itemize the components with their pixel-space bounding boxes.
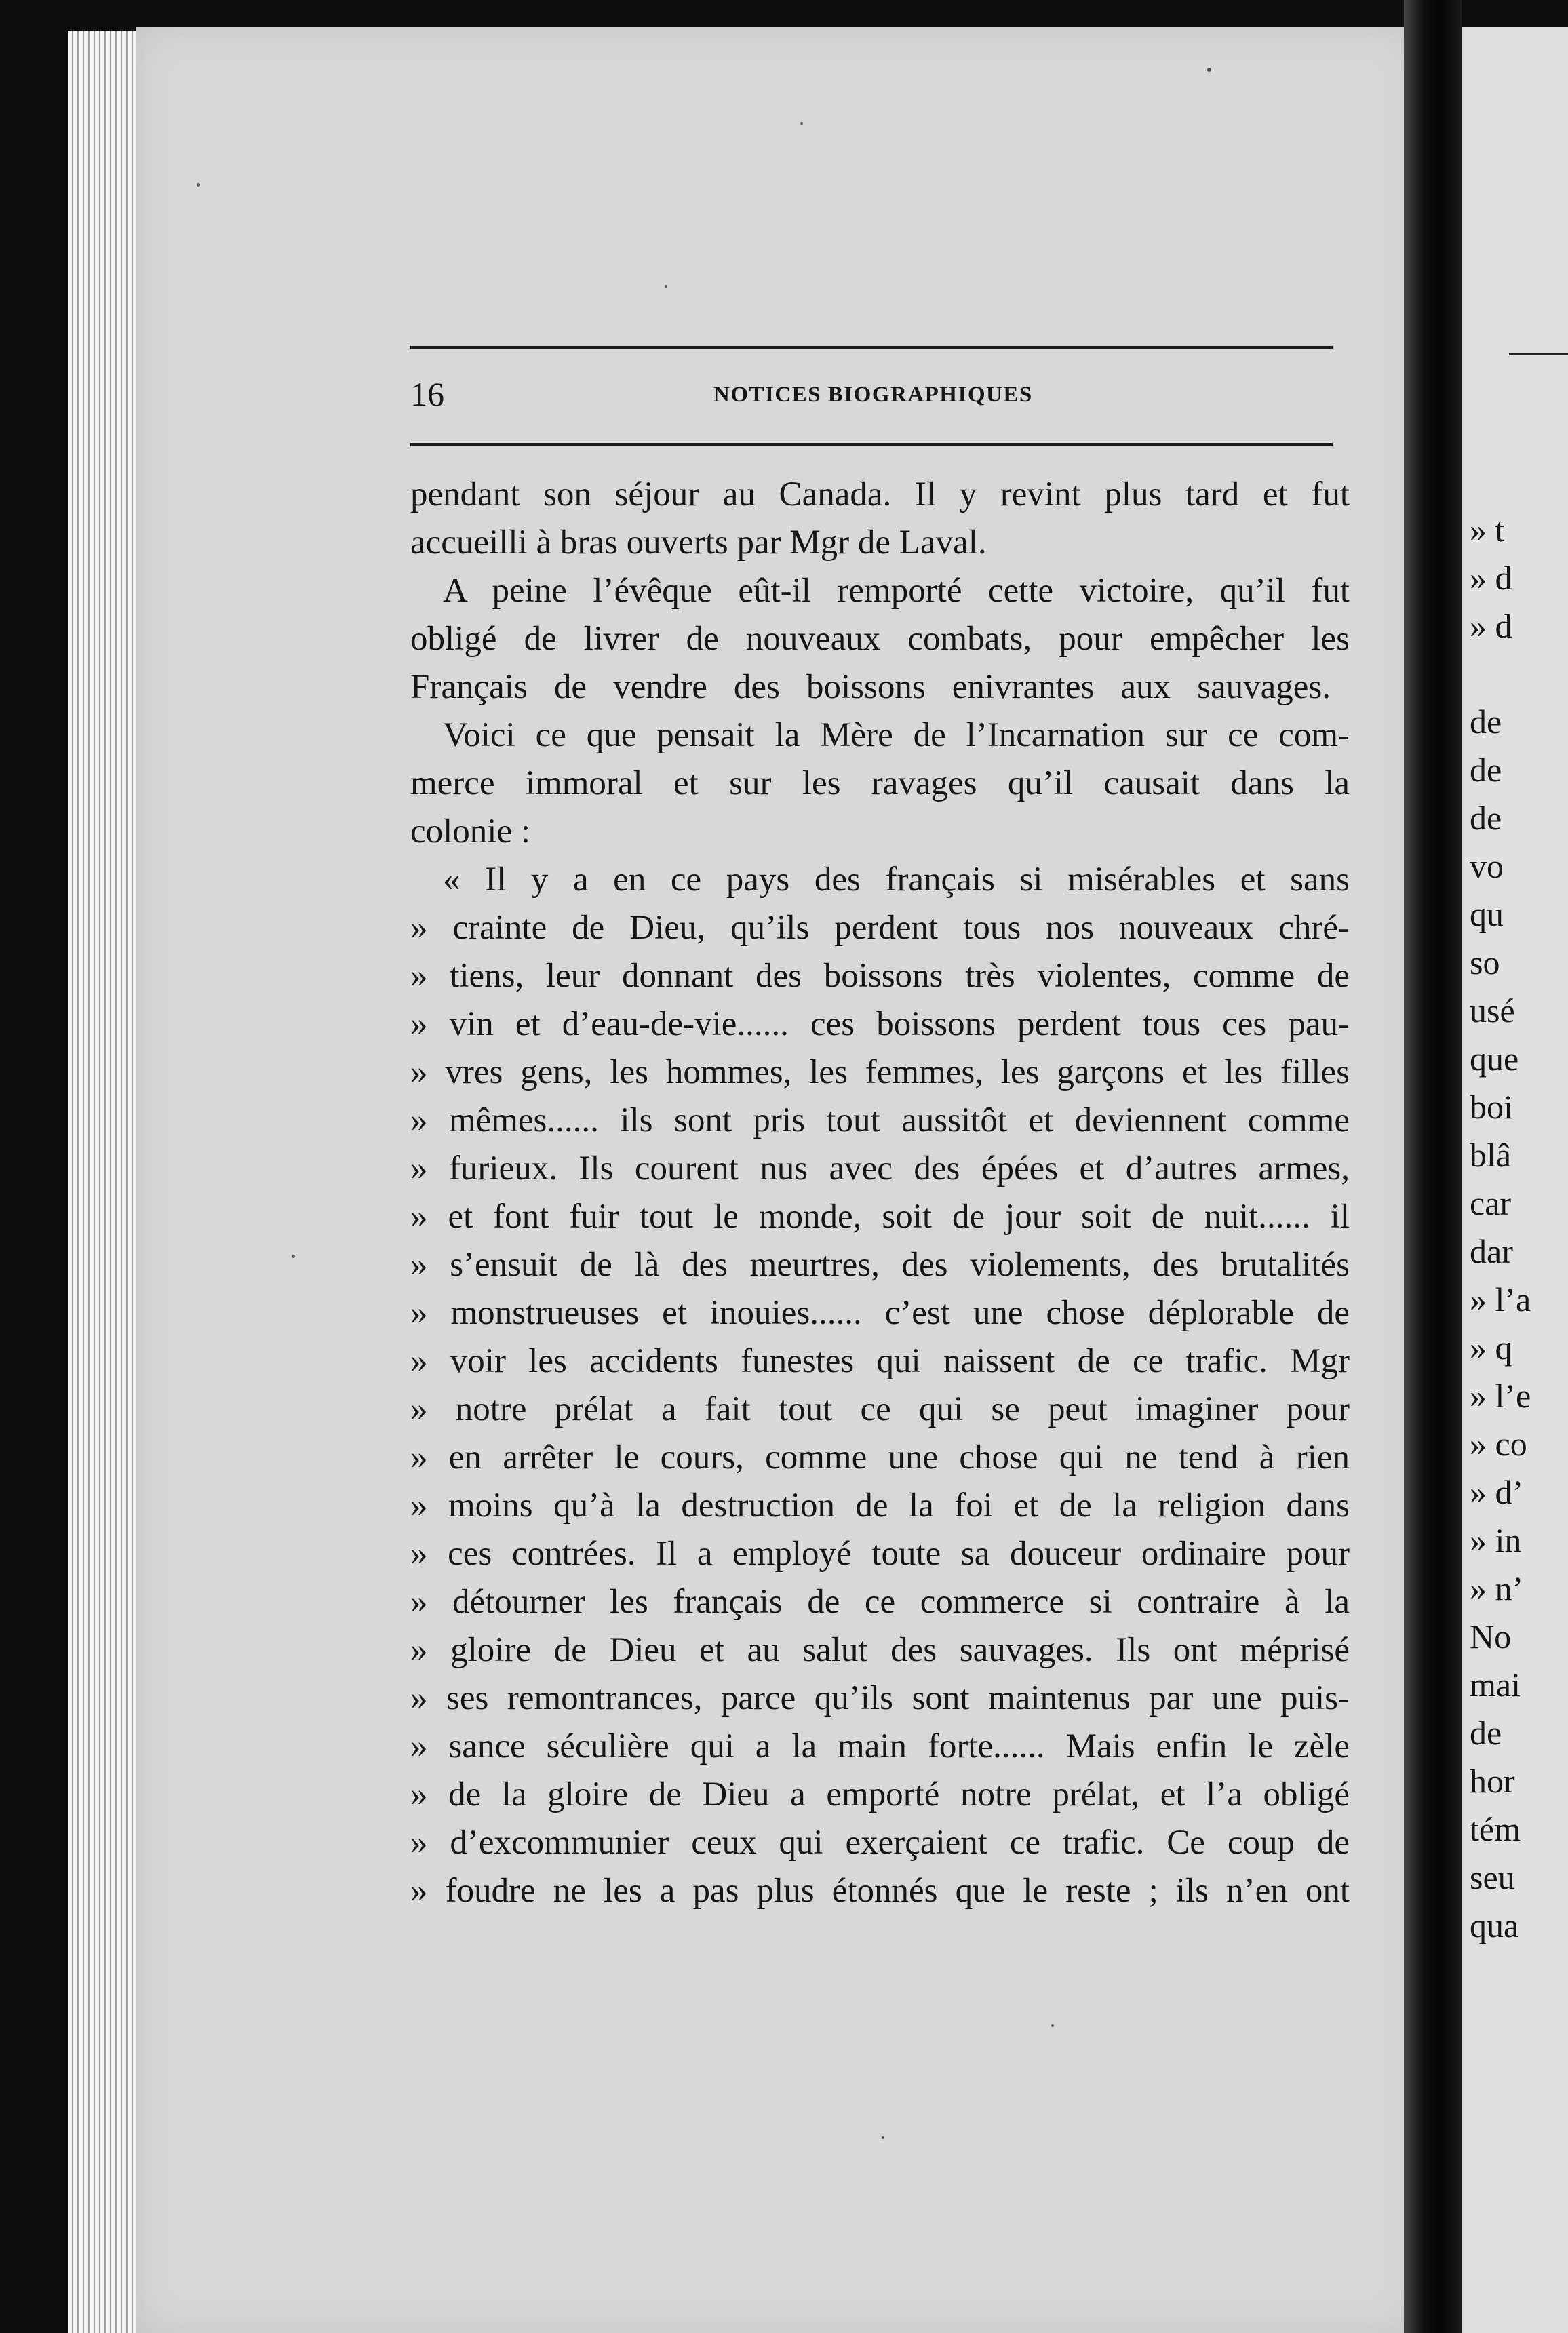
- facing-line: » in: [1470, 1521, 1522, 1559]
- facing-line: » q: [1470, 1329, 1512, 1367]
- text-line: merce immoral et sur les ravages qu’il causait dans la: [410, 764, 1350, 802]
- facing-line: de: [1470, 799, 1502, 837]
- facing-line: » co: [1470, 1425, 1527, 1463]
- paper-speck: [882, 2136, 884, 2139]
- text-line: Voici ce que pensait la Mère de l’Incarnation sur ce com-: [443, 716, 1350, 754]
- facing-line: No: [1470, 1618, 1512, 1655]
- facing-page-rule: [1509, 353, 1568, 355]
- text-line: A peine l’évêque eût-il remporté cette victoire, qu’il fut: [443, 572, 1350, 610]
- text-line: » et font fuir tout le monde, soit de jour soit de nuit...... il: [410, 1198, 1350, 1236]
- facing-line: usé: [1470, 992, 1515, 1030]
- facing-line: de: [1470, 1714, 1502, 1752]
- text-line: » tiens, leur donnant des boissons très violentes, comme de: [410, 957, 1350, 995]
- facing-line: » d: [1470, 607, 1512, 645]
- paper-speck: [665, 285, 667, 288]
- text-line: » furieux. Ils courent nus avec des épées et d’autres armes,: [410, 1150, 1350, 1188]
- text-line: » vres gens, les hommes, les femmes, les garçons et les filles: [410, 1053, 1350, 1091]
- book-gutter: [1404, 0, 1462, 2333]
- text-line: pendant son séjour au Canada. Il y revint plus tard et fut: [410, 475, 1350, 513]
- facing-line: car: [1470, 1184, 1512, 1222]
- text-line: Français de vendre des boissons enivrantes aux sauvages.: [410, 668, 1331, 706]
- scan-border-left: [0, 0, 68, 2333]
- header-rule-bottom: [410, 443, 1333, 446]
- text-line: » foudre ne les a pas plus étonnés que le reste ; ils n’en ont: [410, 1872, 1350, 1910]
- text-line: » ses remontrances, parce qu’ils sont maintenus par une puis-: [410, 1679, 1350, 1717]
- text-line: » de la gloire de Dieu a emporté notre prélat, et l’a obligé: [410, 1776, 1350, 1814]
- facing-line: blâ: [1470, 1136, 1512, 1174]
- facing-line: » d’: [1470, 1473, 1524, 1511]
- facing-line: boi: [1470, 1088, 1513, 1126]
- text-line: » sance séculière qui a la main forte...... Mais enfin le zèle: [410, 1727, 1350, 1765]
- page-number: 16: [410, 375, 444, 413]
- facing-line: seu: [1470, 1858, 1515, 1896]
- text-line: accueilli à bras ouverts par Mgr de Laval.: [410, 524, 987, 562]
- text-line: » mêmes...... ils sont pris tout aussitôt et deviennent comme: [410, 1101, 1350, 1139]
- text-line: » monstrueuses et inouies...... c’est une chose déplorable de: [410, 1294, 1350, 1332]
- paper-speck: [1207, 68, 1211, 72]
- facing-line: dar: [1470, 1232, 1513, 1270]
- text-line: » voir les accidents funestes qui naissent de ce trafic. Mgr: [410, 1342, 1350, 1380]
- facing-line: » d: [1470, 559, 1512, 597]
- text-line: colonie :: [410, 812, 531, 850]
- paper-speck: [800, 122, 803, 125]
- facing-line: de: [1470, 703, 1502, 741]
- facing-line: qu: [1470, 895, 1504, 933]
- paper-speck: [197, 183, 200, 187]
- paper-speck: [1051, 2024, 1054, 2027]
- text-line: « Il y a en ce pays des français si misérables et sans: [443, 861, 1350, 899]
- text-line: obligé de livrer de nouveaux combats, pour empêcher les: [410, 620, 1350, 658]
- facing-line: hor: [1470, 1762, 1515, 1800]
- text-line: » crainte de Dieu, qu’ils perdent tous nos nouveaux chré-: [410, 909, 1350, 947]
- facing-line: » l’a: [1470, 1280, 1531, 1318]
- facing-line: que: [1470, 1040, 1519, 1078]
- text-line: » gloire de Dieu et au salut des sauvages. Ils ont méprisé: [410, 1631, 1350, 1669]
- text-line: » moins qu’à la destruction de la foi et de la religion dans: [410, 1487, 1350, 1525]
- scan-border-top: [0, 0, 1568, 31]
- text-line: » ces contrées. Il a employé toute sa douceur ordinaire pour: [410, 1535, 1350, 1573]
- text-line: » en arrêter le cours, comme une chose qui ne tend à rien: [410, 1438, 1350, 1476]
- text-line: » s’ensuit de là des meurtres, des violements, des brutalités: [410, 1246, 1350, 1284]
- facing-line: qua: [1470, 1906, 1519, 1944]
- header-rule-top: [410, 346, 1333, 349]
- text-line: » vin et d’eau-de-vie...... ces boissons perdent tous ces pau-: [410, 1005, 1350, 1043]
- facing-line: de: [1470, 751, 1502, 789]
- facing-page: [1462, 27, 1568, 2333]
- text-line: » notre prélat a fait tout ce qui se peut imaginer pour: [410, 1390, 1350, 1428]
- text-line: » d’excommunier ceux qui exerçaient ce trafic. Ce coup de: [410, 1824, 1350, 1862]
- facing-line: so: [1470, 943, 1500, 981]
- facing-line: » l’e: [1470, 1377, 1531, 1415]
- running-head: NOTICES BIOGRAPHIQUES: [713, 383, 1033, 407]
- text-line: » détourner les français de ce commerce si contraire à la: [410, 1583, 1350, 1621]
- facing-line: vo: [1470, 847, 1504, 885]
- facing-line: » t: [1470, 511, 1505, 549]
- facing-line: » n’: [1470, 1569, 1524, 1607]
- facing-line: tém: [1470, 1810, 1521, 1848]
- paper-speck: [292, 1255, 295, 1258]
- facing-line: mai: [1470, 1666, 1521, 1704]
